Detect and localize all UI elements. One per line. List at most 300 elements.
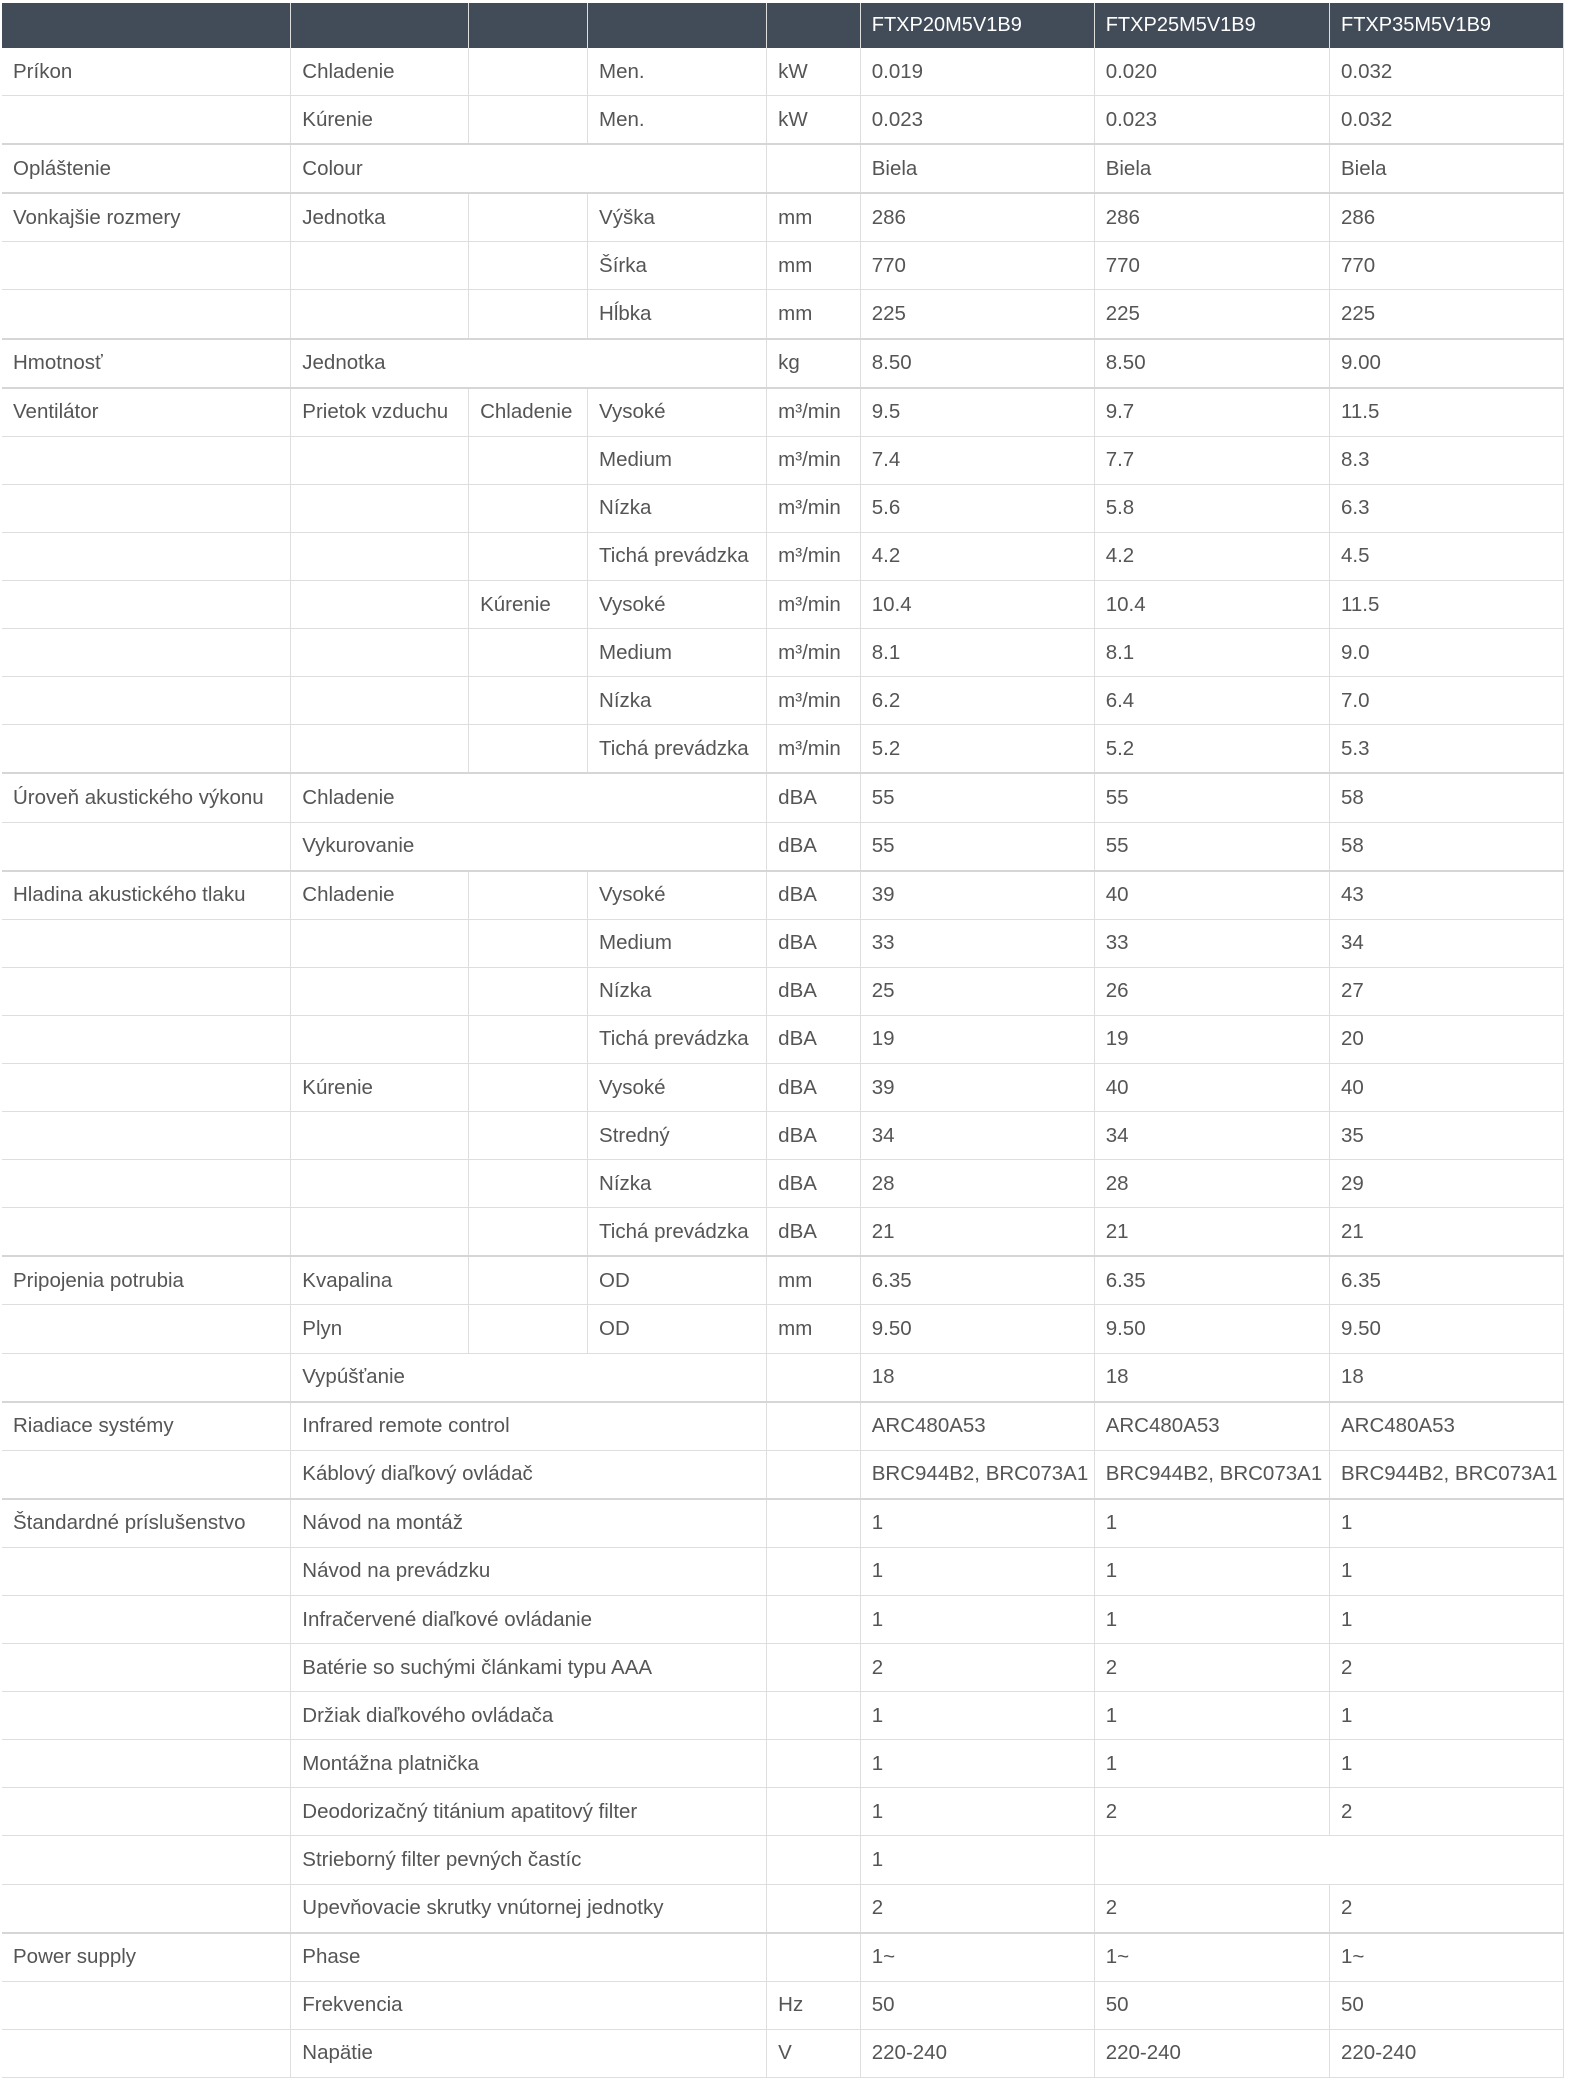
table-row — [2, 1015, 1564, 1063]
table-row — [2, 919, 1564, 967]
table-row — [2, 1596, 1564, 1644]
category-cell: Riadiace systémy — [13, 1414, 174, 1438]
table-row — [2, 725, 1564, 774]
unit-cell — [767, 1353, 861, 1402]
value-cell: 1 — [860, 1788, 1094, 1836]
table-row — [2, 144, 1564, 193]
value-cell: 8.1 — [860, 629, 1094, 677]
value-cell: 2 — [1329, 1884, 1563, 1933]
level-cell: OD — [588, 1256, 767, 1305]
level-cell: Vysoké — [588, 871, 767, 920]
value-cell: 28 — [1094, 1160, 1329, 1208]
blank-column-header — [588, 3, 767, 48]
table-row — [2, 1499, 1564, 1548]
subcategory-cell: Chladenie — [291, 48, 469, 96]
subcategory-cell — [291, 242, 469, 290]
subcategory-cell — [291, 532, 469, 580]
value-cell: 770 — [1329, 242, 1563, 290]
level-cell: Medium — [588, 629, 767, 677]
value-cell: 19 — [860, 1015, 1094, 1063]
value-cell: 27 — [1329, 967, 1563, 1015]
mode-cell — [469, 919, 588, 967]
value-cell: 5.2 — [1094, 725, 1329, 774]
level-cell: Šírka — [588, 242, 767, 290]
unit-cell — [767, 1547, 861, 1595]
level-cell: Tichá prevádzka — [588, 532, 767, 580]
unit-cell: dBA — [767, 1208, 861, 1257]
value-cell: 4.2 — [1094, 532, 1329, 580]
value-cell: 1 — [1329, 1547, 1563, 1595]
category-cell — [2, 1644, 291, 1692]
value-cell: 286 — [860, 193, 1094, 242]
value-cell: 1~ — [860, 1933, 1094, 1982]
table-row — [2, 1450, 1564, 1499]
table-row — [2, 290, 1564, 339]
value-cell: 6.35 — [1329, 1256, 1563, 1305]
table-row — [2, 1740, 1564, 1788]
blank-column-header — [291, 3, 469, 48]
mode-cell — [469, 1015, 588, 1063]
value-cell: 18 — [1094, 1353, 1329, 1402]
category-cell — [2, 1112, 291, 1160]
unit-cell — [767, 144, 861, 193]
category-cell — [2, 1015, 291, 1063]
value-cell: 50 — [860, 1981, 1094, 2029]
value-cell: 1 — [1329, 1499, 1563, 1548]
mode-cell — [469, 242, 588, 290]
table-row — [2, 1353, 1564, 1402]
level-cell: Nízka — [588, 1160, 767, 1208]
value-cell: 225 — [1094, 290, 1329, 339]
table-row — [2, 1644, 1564, 1692]
value-cell: 5.2 — [860, 725, 1094, 774]
value-cell: 9.0 — [1329, 629, 1563, 677]
level-cell: Medium — [588, 436, 767, 484]
value-cell: 6.35 — [860, 1256, 1094, 1305]
unit-cell — [767, 1884, 861, 1933]
value-cell: 33 — [860, 919, 1094, 967]
category-cell: Vonkajšie rozmery — [13, 205, 181, 229]
value-cell: 33 — [1094, 919, 1329, 967]
subcategory-cell — [291, 677, 469, 725]
value-cell: BRC944B2, BRC073A1 — [860, 1450, 1094, 1499]
category-cell — [2, 1692, 291, 1740]
subcategory-cell: Upevňovacie skrutky vnútornej jednotky — [291, 1884, 767, 1933]
value-cell: 0.020 — [1094, 48, 1329, 96]
value-cell: 9.50 — [1329, 1305, 1563, 1353]
value-cell: 286 — [1329, 193, 1563, 242]
category-cell: Pripojenia potrubia — [13, 1268, 184, 1292]
value-cell: 34 — [1329, 919, 1563, 967]
subcategory-cell: Napätie — [291, 2029, 767, 2077]
subcategory-cell: Chladenie — [291, 871, 469, 920]
value-cell: 55 — [1094, 822, 1329, 871]
table-row — [2, 339, 1564, 388]
value-cell: 1 — [1094, 1692, 1329, 1740]
table-row — [2, 1981, 1564, 2029]
unit-cell: m³/min — [767, 484, 861, 532]
value-cell: 21 — [860, 1208, 1094, 1257]
value-cell — [1094, 1836, 1329, 1884]
unit-cell: dBA — [767, 1015, 861, 1063]
table-row — [2, 967, 1564, 1015]
value-cell: 39 — [860, 871, 1094, 920]
unit-cell: mm — [767, 193, 861, 242]
value-cell: 21 — [1094, 1208, 1329, 1257]
value-cell: 9.00 — [1329, 339, 1563, 388]
unit-cell: m³/min — [767, 436, 861, 484]
unit-cell — [767, 1933, 861, 1982]
category-cell — [2, 2029, 291, 2077]
mode-cell: Chladenie — [469, 388, 588, 437]
table-row — [2, 1788, 1564, 1836]
unit-cell: kW — [767, 48, 861, 96]
mode-cell — [469, 677, 588, 725]
subcategory-cell: Jednotka — [291, 339, 767, 388]
value-cell: ARC480A53 — [860, 1402, 1094, 1451]
table-row — [2, 48, 1564, 96]
subcategory-cell — [291, 436, 469, 484]
value-cell: Biela — [1094, 144, 1329, 193]
blank-column-header — [469, 3, 588, 48]
value-cell: 7.4 — [860, 436, 1094, 484]
mode-cell — [469, 967, 588, 1015]
level-cell: Hĺbka — [588, 290, 767, 339]
subcategory-cell: Káblový diaľkový ovládač — [291, 1450, 767, 1499]
level-cell: Stredný — [588, 1112, 767, 1160]
table-row — [2, 2029, 1564, 2077]
value-cell: 770 — [1094, 242, 1329, 290]
category-cell: Power supply — [13, 1945, 137, 1969]
category-cell: Ventilátor — [13, 400, 99, 424]
table-row — [2, 677, 1564, 725]
category-cell: Hladina akustického tlaku — [13, 883, 246, 907]
unit-cell: dBA — [767, 1063, 861, 1111]
value-cell: 5.6 — [860, 484, 1094, 532]
value-cell: 40 — [1094, 1063, 1329, 1111]
value-cell: 2 — [860, 1644, 1094, 1692]
mode-cell — [469, 48, 588, 96]
unit-cell: kg — [767, 339, 861, 388]
value-cell: Biela — [1329, 144, 1563, 193]
value-cell: 1 — [860, 1692, 1094, 1740]
value-cell: 1 — [860, 1596, 1094, 1644]
category-cell — [2, 725, 291, 774]
value-cell: 35 — [1329, 1112, 1563, 1160]
subcategory-cell: Vykurovanie — [291, 822, 767, 871]
table-row — [2, 436, 1564, 484]
level-cell: Výška — [588, 193, 767, 242]
blank-column-header — [2, 3, 291, 48]
value-cell: 9.50 — [1094, 1305, 1329, 1353]
value-cell: BRC944B2, BRC073A1 — [1329, 1450, 1563, 1499]
category-cell — [2, 1836, 291, 1884]
table-row — [2, 1063, 1564, 1111]
value-cell: 10.4 — [860, 581, 1094, 629]
value-cell: 43 — [1329, 871, 1563, 920]
subcategory-cell: Colour — [291, 144, 767, 193]
subcategory-cell: Kúrenie — [291, 1063, 469, 1111]
value-cell: 1 — [860, 1740, 1094, 1788]
mode-cell — [469, 1063, 588, 1111]
subcategory-cell: Prietok vzduchu — [291, 388, 469, 437]
value-cell: 2 — [1094, 1644, 1329, 1692]
value-cell: 50 — [1329, 1981, 1563, 2029]
value-cell: 1~ — [1329, 1933, 1563, 1982]
value-cell: 40 — [1329, 1063, 1563, 1111]
unit-cell — [767, 1499, 861, 1548]
value-cell: 8.1 — [1094, 629, 1329, 677]
value-cell — [1329, 1836, 1563, 1884]
level-cell: Nízka — [588, 484, 767, 532]
subcategory-cell — [291, 629, 469, 677]
mode-cell — [469, 484, 588, 532]
mode-cell — [469, 290, 588, 339]
mode-cell — [469, 1305, 588, 1353]
table-row — [2, 1692, 1564, 1740]
value-cell: 4.5 — [1329, 532, 1563, 580]
value-cell: 9.50 — [860, 1305, 1094, 1353]
unit-cell: m³/min — [767, 532, 861, 580]
level-cell: Men. — [588, 48, 767, 96]
value-cell: 0.032 — [1329, 96, 1563, 145]
category-cell — [2, 1450, 291, 1499]
unit-cell: mm — [767, 1256, 861, 1305]
value-cell: 5.8 — [1094, 484, 1329, 532]
value-cell: 0.032 — [1329, 48, 1563, 96]
subcategory-cell: Frekvencia — [291, 1981, 767, 2029]
category-cell — [2, 96, 291, 145]
value-cell: 34 — [860, 1112, 1094, 1160]
value-cell: 26 — [1094, 967, 1329, 1015]
category-cell — [2, 1063, 291, 1111]
subcategory-cell — [291, 1208, 469, 1257]
unit-cell: m³/min — [767, 581, 861, 629]
unit-cell: dBA — [767, 1160, 861, 1208]
level-cell: OD — [588, 1305, 767, 1353]
category-cell — [2, 629, 291, 677]
table-row — [2, 773, 1564, 822]
category-cell — [2, 436, 291, 484]
unit-cell: dBA — [767, 1112, 861, 1160]
value-cell: 0.019 — [860, 48, 1094, 96]
value-cell: 1 — [1329, 1740, 1563, 1788]
unit-cell: V — [767, 2029, 861, 2077]
mode-cell — [469, 1256, 588, 1305]
value-cell: 29 — [1329, 1160, 1563, 1208]
value-cell: 9.5 — [860, 388, 1094, 437]
subcategory-cell: Strieborný filter pevných častíc — [291, 1836, 767, 1884]
table-row — [2, 96, 1564, 145]
subcategory-cell: Kvapalina — [291, 1256, 469, 1305]
header-row — [2, 3, 1564, 48]
value-cell: 1 — [1094, 1499, 1329, 1548]
mode-cell — [469, 725, 588, 774]
value-cell: 20 — [1329, 1015, 1563, 1063]
table-row — [2, 1160, 1564, 1208]
subcategory-cell: Montážna platnička — [291, 1740, 767, 1788]
table-header — [2, 3, 1564, 48]
value-cell: 1 — [860, 1499, 1094, 1548]
value-cell: 220-240 — [860, 2029, 1094, 2077]
subcategory-cell — [291, 1160, 469, 1208]
unit-cell: kW — [767, 96, 861, 145]
value-cell: 6.35 — [1094, 1256, 1329, 1305]
category-cell: Hmotnosť — [13, 351, 103, 375]
subcategory-cell: Vypúšťanie — [291, 1353, 767, 1402]
table-row — [2, 242, 1564, 290]
value-cell: 1 — [1329, 1596, 1563, 1644]
category-cell — [2, 1884, 291, 1933]
subcategory-cell — [291, 725, 469, 774]
model-column-header: FTXP20M5V1B9 — [860, 3, 1094, 48]
subcategory-cell: Plyn — [291, 1305, 469, 1353]
table-row — [2, 1305, 1564, 1353]
blank-column-header — [767, 3, 861, 48]
subcategory-cell: Infrared remote control — [291, 1402, 767, 1451]
table-row — [2, 1112, 1564, 1160]
subcategory-cell: Chladenie — [291, 773, 767, 822]
unit-cell: dBA — [767, 871, 861, 920]
value-cell: 1~ — [1094, 1933, 1329, 1982]
subcategory-cell: Batérie so suchými článkami typu AAA — [291, 1644, 767, 1692]
category-cell — [2, 677, 291, 725]
level-cell: Nízka — [588, 677, 767, 725]
level-cell: Tichá prevádzka — [588, 1015, 767, 1063]
subcategory-cell — [291, 484, 469, 532]
subcategory-cell: Držiak diaľkového ovládača — [291, 1692, 767, 1740]
category-cell — [2, 1547, 291, 1595]
category-cell — [2, 242, 291, 290]
mode-cell: Kúrenie — [469, 581, 588, 629]
value-cell: 55 — [860, 773, 1094, 822]
category-cell — [2, 1981, 291, 2029]
level-cell: Tichá prevádzka — [588, 1208, 767, 1257]
value-cell: 34 — [1094, 1112, 1329, 1160]
value-cell: 11.5 — [1329, 581, 1563, 629]
unit-cell: mm — [767, 1305, 861, 1353]
table-row — [2, 1256, 1564, 1305]
value-cell: 2 — [1329, 1788, 1563, 1836]
unit-cell: m³/min — [767, 725, 861, 774]
value-cell: 8.50 — [860, 339, 1094, 388]
unit-cell — [767, 1450, 861, 1499]
subcategory-cell: Phase — [291, 1933, 767, 1982]
table-row — [2, 1884, 1564, 1933]
table-row — [2, 484, 1564, 532]
value-cell: 39 — [860, 1063, 1094, 1111]
category-cell — [2, 581, 291, 629]
subcategory-cell — [291, 581, 469, 629]
value-cell: Biela — [860, 144, 1094, 193]
table-row — [2, 193, 1564, 242]
value-cell: 25 — [860, 967, 1094, 1015]
value-cell: 2 — [1094, 1884, 1329, 1933]
value-cell: 9.7 — [1094, 388, 1329, 437]
table-row — [2, 1836, 1564, 1884]
mode-cell — [469, 1160, 588, 1208]
unit-cell: m³/min — [767, 629, 861, 677]
unit-cell: dBA — [767, 822, 861, 871]
value-cell: 19 — [1094, 1015, 1329, 1063]
value-cell: 286 — [1094, 193, 1329, 242]
table-body — [2, 48, 1564, 2077]
value-cell: 1 — [860, 1836, 1094, 1884]
value-cell: 0.023 — [860, 96, 1094, 145]
value-cell: 1 — [1094, 1596, 1329, 1644]
mode-cell — [469, 871, 588, 920]
level-cell: Men. — [588, 96, 767, 145]
level-cell: Medium — [588, 919, 767, 967]
mode-cell — [469, 96, 588, 145]
level-cell: Vysoké — [588, 581, 767, 629]
table-row — [2, 388, 1564, 437]
unit-cell — [767, 1740, 861, 1788]
value-cell: 21 — [1329, 1208, 1563, 1257]
value-cell: ARC480A53 — [1094, 1402, 1329, 1451]
table-row — [2, 871, 1564, 920]
mode-cell — [469, 1208, 588, 1257]
unit-cell — [767, 1788, 861, 1836]
category-cell — [2, 532, 291, 580]
value-cell: 55 — [860, 822, 1094, 871]
value-cell: BRC944B2, BRC073A1 — [1094, 1450, 1329, 1499]
value-cell: 0.023 — [1094, 96, 1329, 145]
unit-cell: dBA — [767, 773, 861, 822]
value-cell: 58 — [1329, 822, 1563, 871]
value-cell: 8.3 — [1329, 436, 1563, 484]
level-cell: Tichá prevádzka — [588, 725, 767, 774]
value-cell: 1 — [1094, 1547, 1329, 1595]
unit-cell — [767, 1596, 861, 1644]
unit-cell — [767, 1644, 861, 1692]
level-cell: Vysoké — [588, 388, 767, 437]
table-row — [2, 1402, 1564, 1451]
value-cell: 1 — [1094, 1740, 1329, 1788]
category-cell: Štandardné príslušenstvo — [13, 1511, 246, 1535]
value-cell: 28 — [860, 1160, 1094, 1208]
table-row — [2, 1208, 1564, 1257]
value-cell: 40 — [1094, 871, 1329, 920]
category-cell — [2, 1353, 291, 1402]
category-cell — [2, 1788, 291, 1836]
model-column-header: FTXP25M5V1B9 — [1094, 3, 1329, 48]
value-cell: 4.2 — [860, 532, 1094, 580]
mode-cell — [469, 532, 588, 580]
category-cell — [2, 1305, 291, 1353]
category-cell — [2, 919, 291, 967]
value-cell: 8.50 — [1094, 339, 1329, 388]
subcategory-cell — [291, 290, 469, 339]
category-cell — [2, 1596, 291, 1644]
category-cell: Opláštenie — [13, 156, 112, 180]
value-cell: 50 — [1094, 1981, 1329, 2029]
subcategory-cell: Infračervené diaľkové ovládanie — [291, 1596, 767, 1644]
table-row — [2, 822, 1564, 871]
unit-cell: Hz — [767, 1981, 861, 2029]
value-cell: 7.7 — [1094, 436, 1329, 484]
value-cell: 6.3 — [1329, 484, 1563, 532]
category-cell — [2, 1160, 291, 1208]
unit-cell — [767, 1402, 861, 1451]
value-cell: 1 — [1329, 1692, 1563, 1740]
value-cell: 18 — [1329, 1353, 1563, 1402]
table-row — [2, 1933, 1564, 1982]
value-cell: 6.2 — [860, 677, 1094, 725]
level-cell: Nízka — [588, 967, 767, 1015]
category-cell — [2, 822, 291, 871]
subcategory-cell: Návod na prevádzku — [291, 1547, 767, 1595]
